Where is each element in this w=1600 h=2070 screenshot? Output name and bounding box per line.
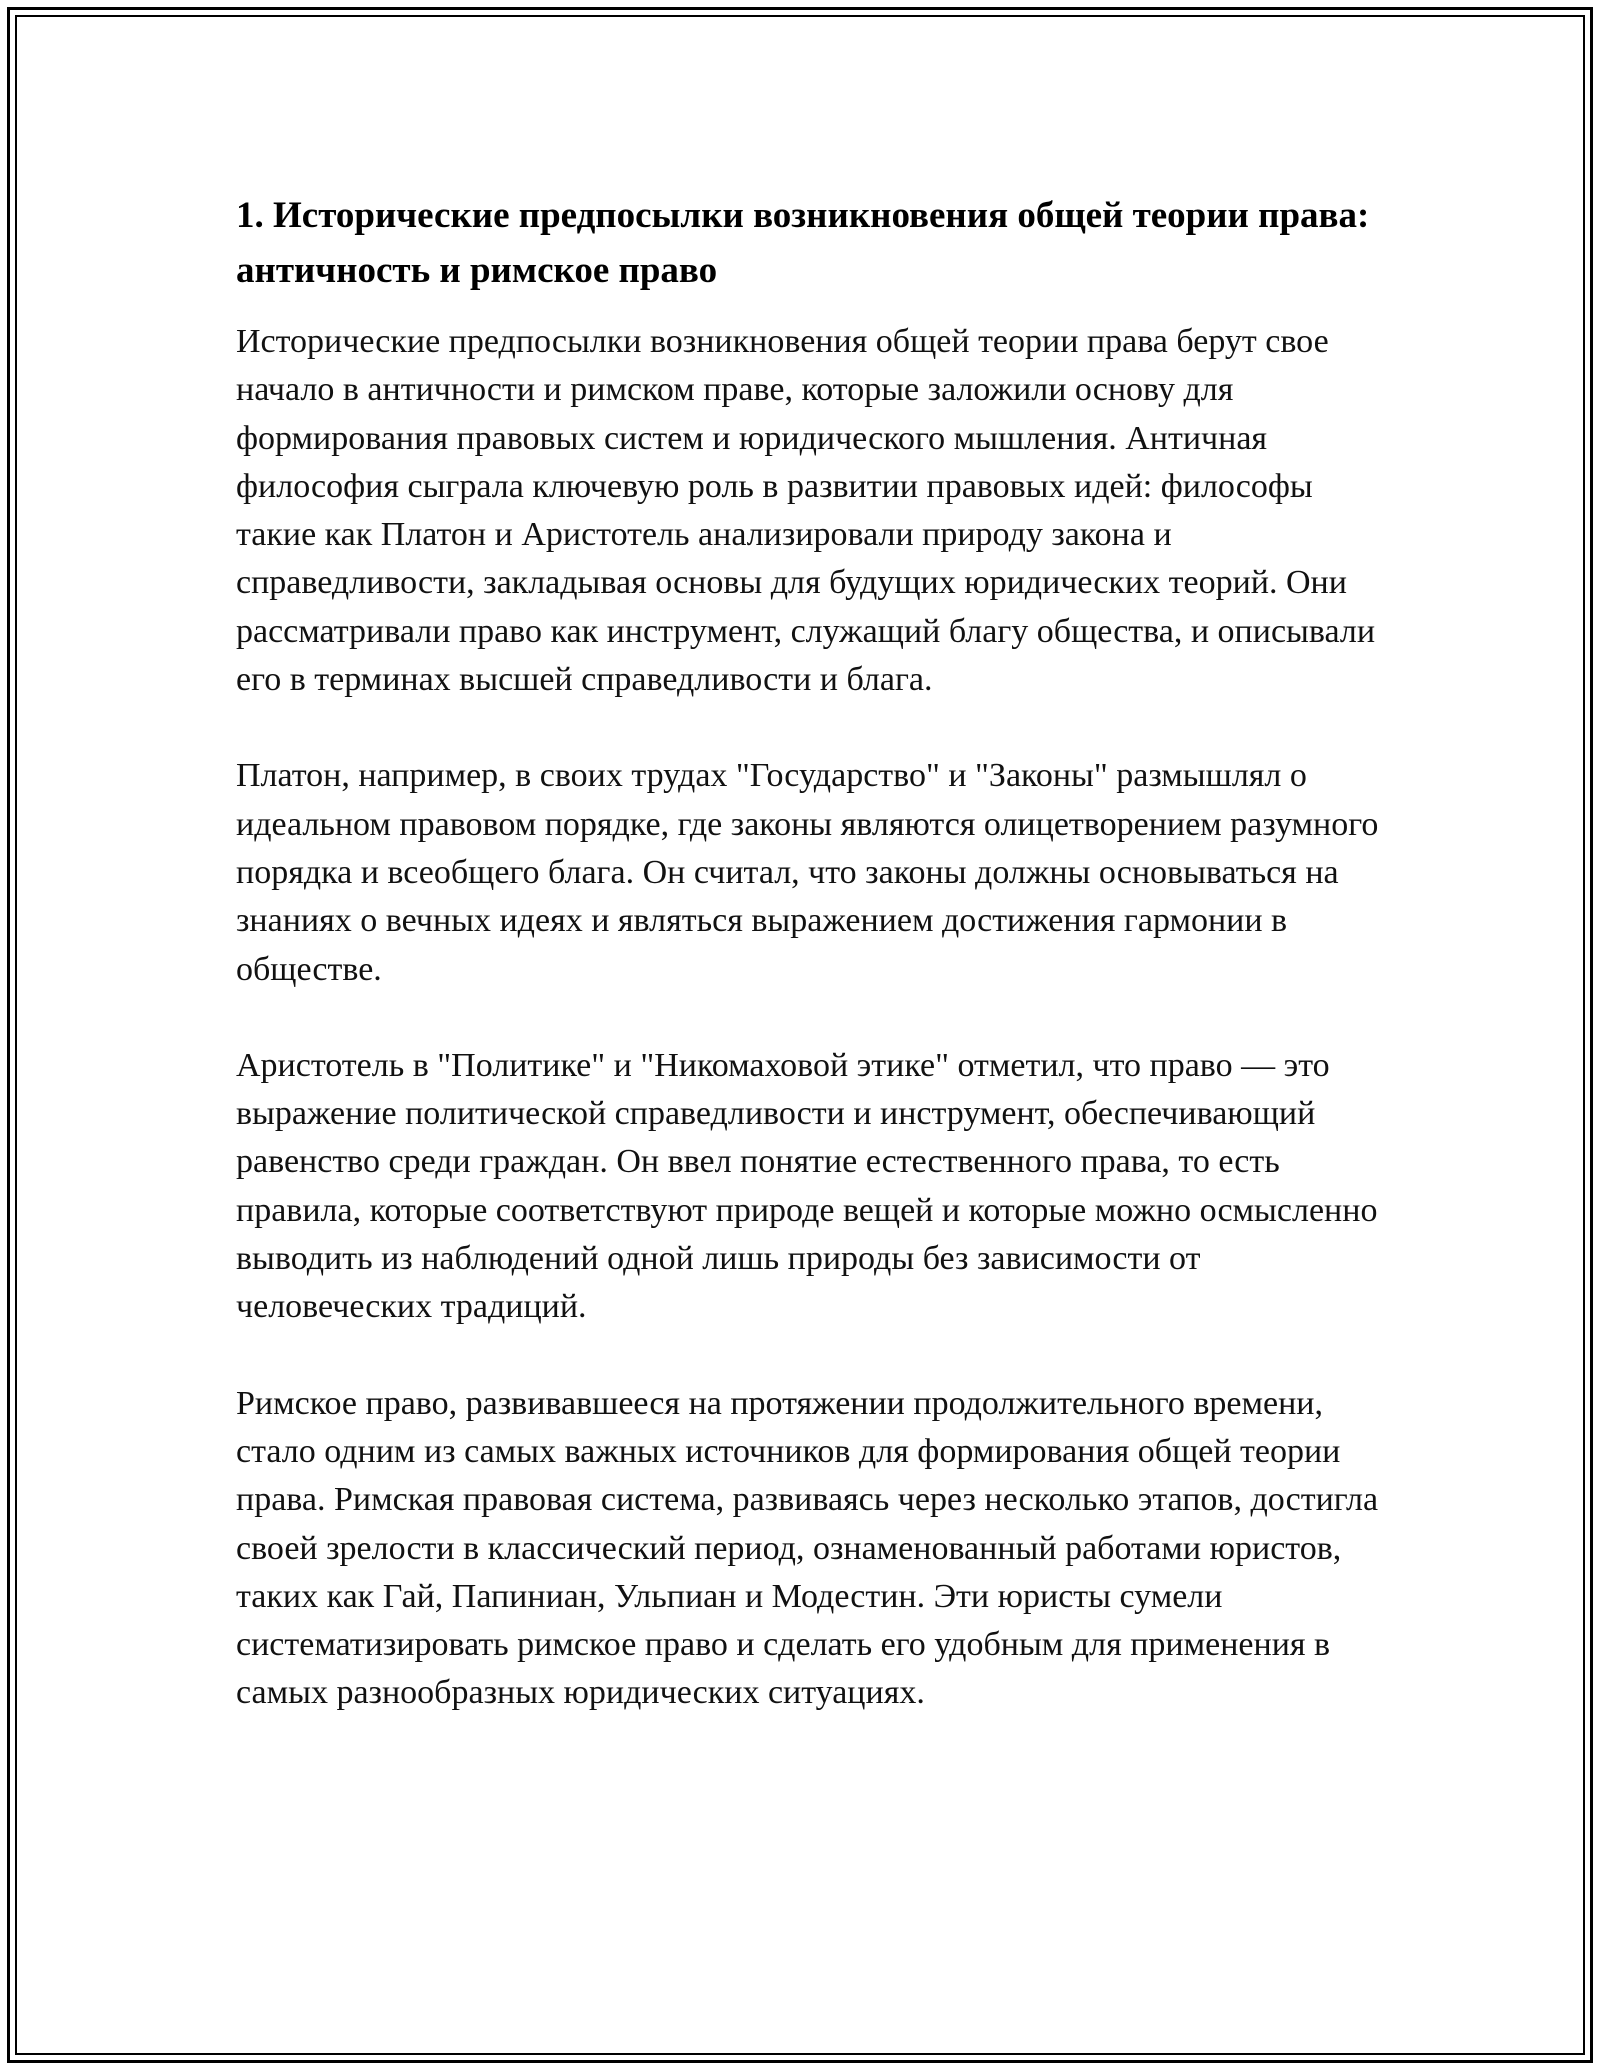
paragraph-roman-law: Римское право, развивавшееся на протяжении продолжительного времени, стало одним из самых важных источников для формирования общей теории права. Римская правовая система, развиваясь через несколько этапов, достигла своей зрелости в классический период, ознаменованный работами юристов, таких как Гай, Папиниан, Ульпиан и Модестин. Эти юристы сумели систематизировать римское право и сделать его удобным для применения в самых разнообразных юридических ситуациях. — [236, 1384, 1379, 1712]
section-heading: 1. Исторические предпосылки возникновения общей теории права: античность и римское право — [236, 195, 1370, 291]
paragraph-antiquity: Исторические предпосылки возникновения общей теории права берут свое начало в античности и римском праве, которые заложили основу для формирования правовых систем и юридического мышления. Античная философия сыграла ключевую роль в развитии правовых идей: философы такие как Платон и Аристотель анализировали природу закона и справедливости, закладывая основы для будущих юридических теорий. Они рассматривали право как инструмент, служащий благу общества, и описывали его в терминах высшей справедливости и блага. — [236, 323, 1376, 699]
document-body — [236, 188, 1386, 1718]
paragraph-plato: Платон, например, в своих трудах "Государство" и "Законы" размышлял о идеальном правовом порядке, где законы являются олицетворением разумного порядка и всеобщего блага. Он считал, что законы должны основываться на знаниях о вечных идеях и являться выражением достижения гармонии в обществе. — [236, 757, 1379, 988]
paragraph-aristotle: Аристотель в "Политике" и "Никомаховой этике" отметил, что право — это выражение политической справедливости и инструмент, обеспечивающий равенство среди граждан. Он ввел понятие естественного права, то есть правила, которые соответствуют природе вещей и которые можно осмысленно выводить из наблюдений одной лишь природы без зависимости от человеческих традиций. — [236, 1046, 1378, 1326]
